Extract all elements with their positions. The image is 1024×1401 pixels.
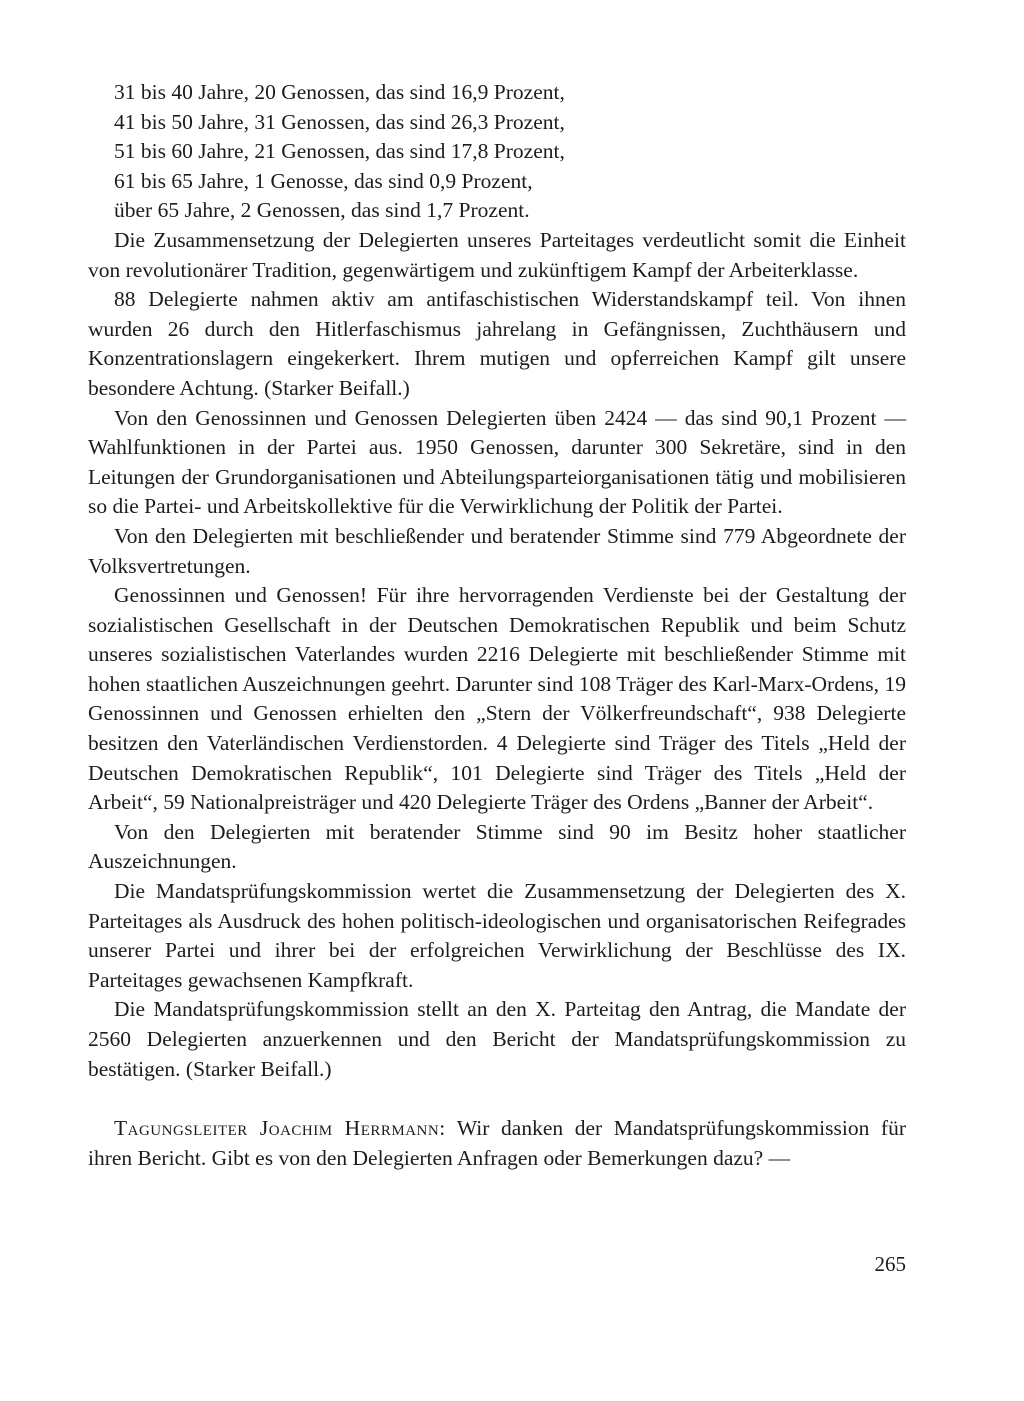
paragraph-deputies: Von den Delegierten mit beschließender und beratender Stimme sind 779 Abgeordnete der Volksvertretungen. (88, 523, 906, 578)
paragraph-advisory-awards: Von den Delegierten mit beratender Stimme sind 90 im Besitz hoher staatlicher Auszeichnungen. (88, 819, 906, 874)
paragraph-commission-assessment: Die Mandatsprüfungskommission wertet die Zusammensetzung der Delegierten des X. Parteitages als Ausdruck des hohen politisch-ideologischen und organisatorischen Reifegrades unserer Partei und ihrer bei der erfolgreichen Verwirklichung der Beschlüsse des IX. Parteitages gewachsenen Kampfkraft. (88, 879, 906, 992)
body-text (88, 78, 906, 1173)
paragraph-functions: Von den Genossinnen und Genossen Delegierten üben 2424 — das sind 90,1 Prozent — Wahlfunktionen in der Partei aus. 1950 Genossen, darunter 300 Sekretäre, sind in den Leitungen der Grundorganisationen und Abteilungsparteiorganisationen tätig und mobilisieren so die Partei- und Arbeitskollektive für die Verwirklichung der Politik der Partei. (88, 405, 906, 519)
age-line-61-65: 61 bis 65 Jahre, 1 Genosse, das sind 0,9 Prozent, (114, 168, 533, 193)
age-line-over-65: über 65 Jahre, 2 Genossen, das sind 1,7 Prozent. (114, 198, 530, 223)
paragraph-commission-motion: Die Mandatsprüfungskommission stellt an den X. Parteitag den Antrag, die Mandate der 2560 Delegierten anzuerkennen und den Bericht der Mandatsprüfungskommission zu bestätigen. (Starker Beifall.) (88, 997, 906, 1081)
paragraph-composition: Die Zusammensetzung der Delegierten unseres Parteitages verdeutlicht somit die Einheit von revolutionärer Tradition, gegenwärtigem und zukünftigem Kampf der Arbeiterklasse. (88, 227, 906, 282)
age-line-31-40: 31 bis 40 Jahre, 20 Genossen, das sind 16,9 Prozent, (114, 80, 565, 104)
age-line-41-50: 41 bis 50 Jahre, 31 Genossen, das sind 26,3 Prozent, (114, 109, 565, 134)
section-gap (88, 1084, 906, 1114)
speaker-name: Tagungsleiter Joachim Herrmann: (114, 1116, 446, 1141)
paragraph-awards: Genossinnen und Genossen! Für ihre hervorragenden Verdienste bei der Gestaltung der sozialistischen Gesellschaft in der Deutschen Demokratischen Republik und beim Schutz unseres sozialistischen Vaterlandes wurden 2216 Delegierte mit beschließender Stimme mit hohen staatlichen Auszeichnungen geehrt. Darunter sind 108 Träger des Karl-Marx-Ordens, 19 Genossinnen und Genossen erhielten den „Stern der Völkerfreundschaft“, 938 Delegierte besitzen den Vaterländischen Verdienstorden. 4 Delegierte sind Träger des Titels „Held der Deutschen Demokratischen Republik“, 101 Delegierte sind Träger des Titels „Held der Arbeit“, 59 Nationalpreisträger und 420 Delegierte Träger des Ordens „Banner der Arbeit“. (88, 583, 906, 815)
page-number: 265 (874, 1252, 906, 1276)
speaker-text: Wir danken der Mandatsprüfungskommission für ihren Bericht. Gibt es von den Delegierten Anfragen oder Bemerkungen dazu? — (88, 1116, 906, 1170)
age-line-51-60: 51 bis 60 Jahre, 21 Genossen, das sind 17,8 Prozent, (114, 139, 565, 164)
age-distribution-list (114, 78, 906, 226)
paragraph-resistance: 88 Delegierte nahmen aktiv am antifaschistischen Widerstandskampf teil. Von ihnen wurden 26 durch den Hitlerfaschismus jahrelang in Gefängnissen, Zuchthäusern und Konzentrationslagern eingekerkert. Ihrem mutigen und opferreichen Kampf gilt unsere besondere Achtung. (Starker Beifall.) (88, 287, 906, 400)
paragraph-chair-remark (88, 1114, 906, 1173)
